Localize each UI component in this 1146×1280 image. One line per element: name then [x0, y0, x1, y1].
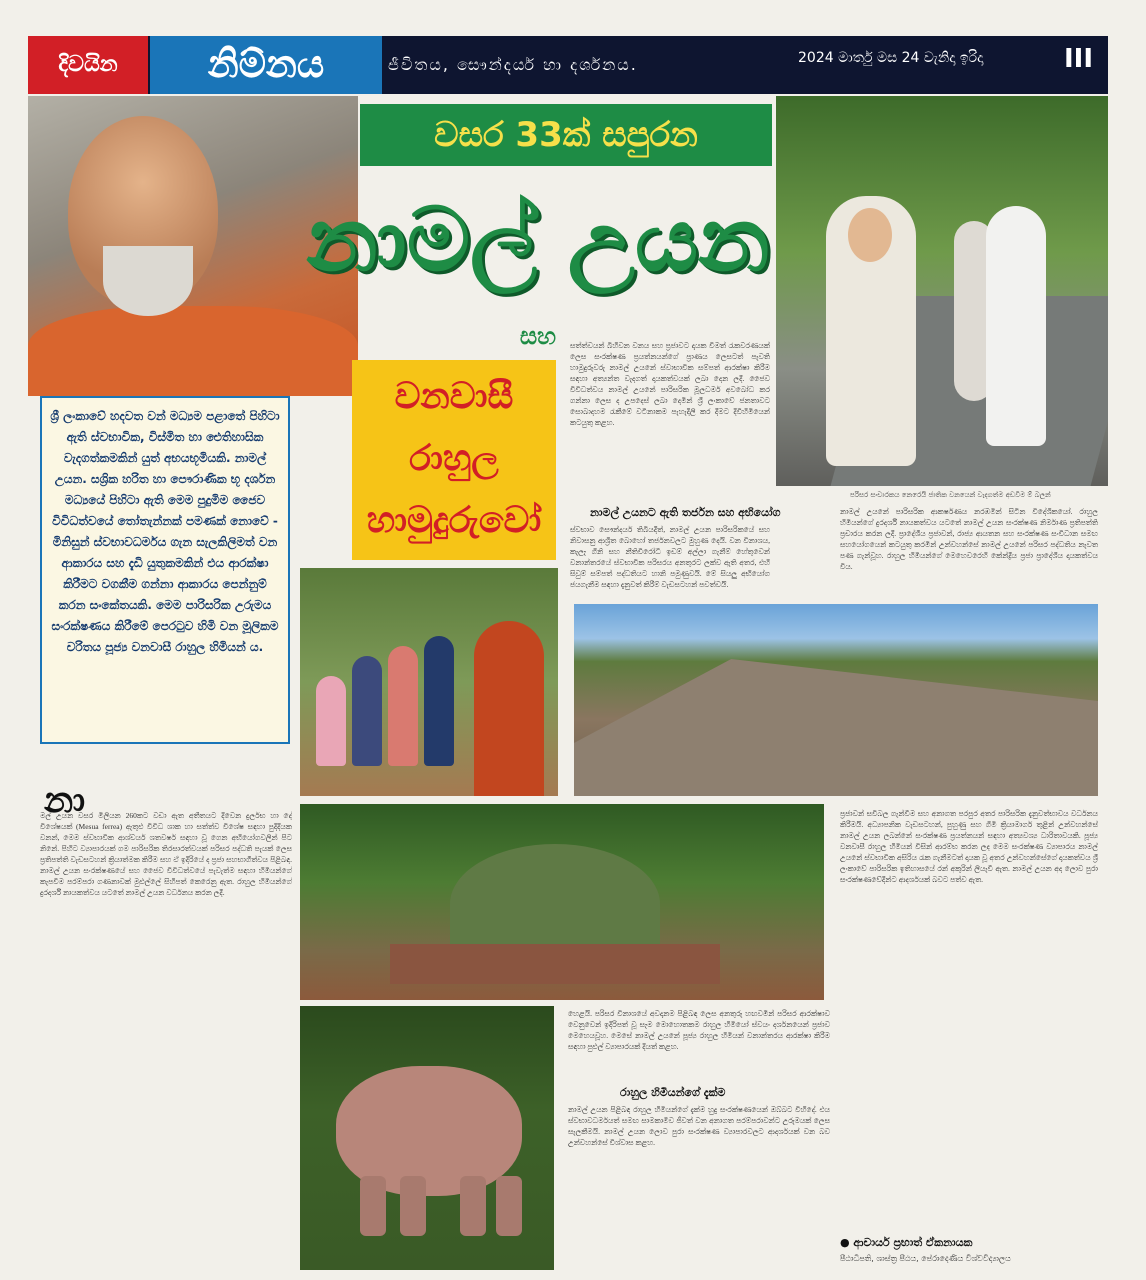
- author-title: පීඨාධිපති, ශාස්ත්‍ර පීඨය, පේරාදෙණිය විශ්වවිද්‍යාලය: [840, 1254, 1011, 1263]
- page-number: III: [1064, 44, 1094, 74]
- middle-column-threats: ස්වභාව සෞන්දර්ය තිබියදීත්, නාමල් උයන පාරිසරිකයේ සහ නිවාසනු ආශ්‍රිත බොහෝ තර්ජනවලට මුහුණ දෙයි. වන විනාශය, කැලෑ ගිනි සහ නීතිවිරෝධී ඉඩම් අල්ලා ගැනීම් හේතුවෙන් වනාන්තරයේ ස්වභාවික පරිසරය අනතුරට ලක්ව ඇති අතර, එහි සිවුම් සම්පත් පද්ධතියට හානි පමුණුවයි. මේ සියලු අභියෝග ජයගැනීම සඳහා දැනුවත් කිරීම් වැඩසටහන් පවත්වයි.: [570, 525, 770, 589]
- elephant-photo: [300, 1006, 554, 1270]
- stupa-base: [390, 944, 720, 984]
- headline-name-line-1: වනවාසී: [394, 376, 514, 417]
- headline-name-line-2: රාහුල: [409, 438, 499, 479]
- headline-name-line-3: හාමුදුරුවෝ: [366, 500, 542, 541]
- forest-hill-photo: [574, 604, 1098, 796]
- hill-slope: [574, 659, 1098, 796]
- middle-column-vision: නාමල් උයන පිළිබඳ රාහුල හිමියන්ගේ දැක්ම හුදු සංරක්ෂණයෙන් ඔබ්බට විහිදේ. එය ස්වභාවධර්මයත් සමඟ සාමකාමීව ජීවත් වන අනාගත පරම්පරාවන්ට උරුමයක් ලෙස සැලකීමයි. නාමල් උයන ලොව පුරා සංරක්ෂණ ව්‍යාපාරවලට ආදර්ශයක් වන බව උන්වහන්සේ විශ්වාස කළහ.: [568, 1105, 830, 1147]
- elephant-leg: [360, 1176, 386, 1236]
- right-column-top: නාමල් උයනේ පාරිසරික ආකර්ෂණය නරඹමින් සිටින විදේශිකයෝ. රාහුල හිමියන්ගේ දුරදර්ශී නායකත්වය යටතේ නාමල් උයන සංරක්ෂණ නිර්මාණ ප්‍රතිපත්ති ප්‍රචාරය කරන ලදී. ප්‍රාදේශීය ප්‍රජාවන්, රාජ්‍ය ආයතන සහ සංරක්ෂණ සංවිධාන සමඟ සහයෝගයෙන් කටයුතු කරමින් උන්වහන්සේ නාමල් උයනේ පරිසර පද්ධතිය නැවත පණ ගැන්වූහ. රාහුල හිමියන්ගේ මෙහෙවරෙහි කේන්ද්‍රීය ප්‍රජා ප්‍රාදේශීය දායකත්වය විය.: [840, 507, 1098, 571]
- headline-main: නාමල් උයන: [306, 188, 770, 291]
- middle-column-top: සත්ත්වයන් බිහිවන වනය සහ ප්‍රජාවට දායක වීමත් රැකවරණයක් ලෙස සංරක්ෂණ ප්‍රයත්නයන්ගේ ප්‍රාණය ලෙසටත් පැවති හාමුදුරුවරු නාමල් උයනේ ස්වාභාවික සම්පත් ආරක්ෂා කිරීම සඳහා අත්‍යන්ත වැදගත් දායකත්වයක් ලබා දෙන ලදී. ජෛව විවිධත්වය නාමල් උයනේ පාරිසරික මූලධර්ම අවබෝධ කර ගන්නා ලෙස ද උපදෙස් ලබා දෙමින් ශ්‍රී ලංකාවේ ජනතාවට සොබාදහම රැකීමේ වටිනාකම පැහැදිලි කර දීමට දිවිහිමියෙන් කටයුතු කළහ.: [570, 341, 770, 427]
- middle-column-bottom: හෙළයි. පරිසර විනාශයේ අවදානම පිළිබඳ ලෙස අනතුරු හඟවමින් පරිසර ආරක්ෂාව වෙනුවෙන් ඉදිරිපත් වූ සෑම මොහොතකම රාහුල හිමියෝ ස්වයං දර්ශනයෙන් ප්‍රජාව මෙහෙයවූහ. මෙසේ නාමල් උයනේ පූජ්‍ය රාහුල හිමියන් වනාන්තරය ආරක්ෂා කිරීම සඳහා පුළුල් ව්‍යාපාරයක් දියත් කළහ.: [568, 1009, 830, 1051]
- left-column-main: මල් උයන වසර මිලියන 260කට වඩා ඇත අතීතයට දිවෙන දුර්ලභ හා දේ විශේෂයක් (Mesua ferrea) ඇතුළු විවිධ ශාක හා සත්ත්ව විශේෂ සඳහා පුදිදියක වනන්, මෙම ස්වභාවික ආශ්චර්ය ශතවර්ෂ සඳහා වූ ගෙන අභියෝගවලින් පිට නිනේ. පිහිට ව්‍යාපාරයක් ගම පාරිසරික තිරසාරත්වයක් පරිසර පද්ධති පැයක් ලෙස ප්‍රතිපත්ති වැඩසටහන් ක්‍රියාත්මක කිරීම සහ ඒ ඉදිරියේ ද ප්‍රජා සහභාගීත්වය පිළිබඳ. නාමල් උයන සංරක්ෂණයේ සහ ජෛව විවිධත්වයේ පැවැත්ම සඳහා හිමියන්ගේ කැපවීම පරම්පරා ගණනාවක් මුළුල්ලේ සිහිපත් කෙරෙනු ඇත. රාහුල හිමියන්ගේ දුරදර්ශී නායකත්වය යටතේ නාමල් උයන වර්ධනය කරන ලදී.: [40, 811, 292, 897]
- divaina-logo: දිවයින: [28, 36, 148, 94]
- child-figure-2: [352, 656, 382, 766]
- masthead: [28, 36, 1108, 94]
- child-figure-3: [388, 646, 418, 766]
- walk-photo-caption: පරිසර සංචාරකය නෙරෙයි ජාතික වනයෙන් වැදගත්ම අඩවිම ම් බලන්: [850, 491, 1051, 499]
- man-figure: [986, 206, 1046, 446]
- headline-kicker: වසර 33ක් සපුරන: [434, 115, 698, 155]
- elephant-leg: [460, 1176, 486, 1236]
- beard-shape: [103, 246, 193, 316]
- headline-conjunction: සහ: [519, 322, 557, 350]
- elephant-leg: [496, 1176, 522, 1236]
- monk-with-children-photo: [300, 568, 558, 796]
- section-tagline: ජීවිතය, සෞන්දර්ය හා දර්ශනය.: [388, 55, 638, 74]
- child-figure-1: [316, 676, 346, 766]
- monk-figure: [474, 621, 544, 796]
- right-column-bottom: ප්‍රජාවන් සවිබල ගැන්වීම සහ අනාගත පරපුර අතර පාරිසරික දැනුවත්භාවය වර්ධනය කිරීමයි. අධ්‍යාපනික වැඩසටහන්, පුහුණු සහ ගිමි ක්‍රියාමාර්ග තුළින් උන්වහන්සේ නාමල් උයන ලබන්නේ සංරක්ෂණ ප්‍රයත්නයන් සඳහා අත්‍යවශ්‍ය ධාරිතාවයකි. පූජ්‍ය වනවාසී රාහුල හිමියන් විසින් ආරම්භ කරන ලද මෙම සංරක්ෂණ ව්‍යාපාරය නාමල් උයනේ ස්වභාවික අසිරිය රැක ගැනීමටත් දායක වූ අතර උන්වහන්සේගේ දායකත්වය ශ්‍රී ලංකාවේ පාරිසරික ඉතිහාසයේ රන් අකුරින් ලියැවී ඇත. නාමල් උයන අද ලොව පුරා සංරක්ෂණවේදීන්ට ආදර්ශයක් බවට පත්ව ඇත.: [840, 809, 1098, 884]
- woman-face: [848, 208, 892, 262]
- issue-date: 2024 මාර්තු මස 24 වැනිදා ඉරිදා: [798, 50, 984, 66]
- author-name: ● ආචාර්ය ප්‍රභාත් ඒකනායක: [840, 1236, 973, 1249]
- child-figure-4: [424, 636, 454, 766]
- elephant-leg: [400, 1176, 426, 1236]
- vision-heading: රාහුල හිමියන්ගේ දැක්ම: [620, 1086, 726, 1099]
- left-column-lead: [90, 766, 290, 806]
- section-logo: නිම්නය: [150, 36, 382, 94]
- robe-shape: [28, 306, 358, 396]
- tourists-walking-photo: [776, 96, 1108, 486]
- threats-heading: නාමල් උයනට ඇති තර්ජන සහ අභියෝග: [590, 506, 781, 519]
- dropcap: නා: [44, 780, 86, 821]
- intro-box: ශ්‍රී ලංකාවේ හදවත වන් මධ්‍යම පළාතේ පිහිටා ඇති ස්වභාවික, විස්මිත හා ඓතිහාසික වැදගත්කමකින් යුත් අභයභූමියකි. නාමල් උයන. සශ්‍රික හරිත හා පෞරාණික භූ දර්ශන මධ්‍යයේ පිහිටා ඇති මෙම පුදුමිම ජෛව විවිධත්වයේ තෝතැන්නක් පමණක් නොවේ - මිනිසුන් ස්වභාවධර්මය ගැන සැලකිලිමත් වන ආකාරය සහ දැඩි යුතුකමකින් එය ආරක්ෂා කිරීමට වගකීම ගන්නා ආකාරය පෙන්නුම් කරන සංකේතයකි. මෙම පාරිසරික උරුමය සංරක්ෂණය කිරීමේ පෙරටුව හිමි වන මූලිකම චරිතය පූජ්‍ය වනවාසී රාහුල හිමියන් ය.: [40, 396, 290, 744]
- headline-name: [352, 366, 556, 552]
- ancient-stupa-photo: [300, 804, 824, 1000]
